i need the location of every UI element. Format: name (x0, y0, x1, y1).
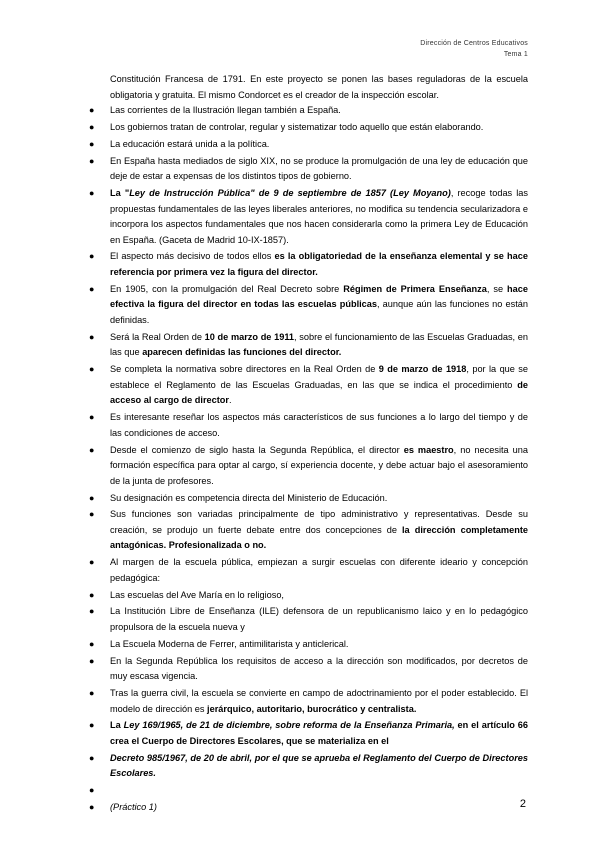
text-run: , no necesita una formación específica para optar al cargo, sí experiencia docente, y debe actuar bajo el asesoramiento de la junta de profesores. (110, 444, 528, 486)
text-run: La Escuela Moderna de Ferrer, antimilitarista y anticlerical. (110, 638, 349, 649)
text-run: La (110, 720, 124, 731)
list-item (89, 507, 528, 554)
text-run: La " (110, 187, 130, 198)
bullet-icon: ● (89, 801, 95, 812)
list-item (89, 362, 528, 409)
list-item-text (110, 720, 528, 746)
text-run: de acceso al cargo de director (110, 379, 528, 406)
list-item-text (110, 445, 528, 486)
bullet-icon: ● (89, 509, 95, 520)
list-item (89, 186, 528, 248)
list-item-text (110, 332, 528, 358)
bullet-icon: ● (89, 121, 95, 132)
bullet-icon: ● (89, 785, 95, 796)
text-run: la dirección completamente antagónicas. Profesionalizada o no. (110, 524, 528, 551)
list-item-text (110, 639, 348, 649)
list-item-text (110, 122, 483, 132)
text-run: Las escuelas del Ave María en lo religioso, (110, 589, 284, 600)
text-run: Ley de Instrucción Pública (129, 187, 251, 198)
bullet-icon: ● (89, 155, 95, 166)
bullet-icon: ● (89, 138, 95, 149)
list-item-text (110, 688, 528, 714)
text-run: " de 9 de septiembre de 1857 (Ley Moyano) (250, 187, 451, 198)
text-run: , aunque aún las funciones no están definidas. (110, 299, 528, 326)
list-item (89, 103, 528, 119)
list-item (89, 137, 528, 153)
list-item-text (110, 656, 528, 682)
page-number: 2 (519, 798, 526, 810)
text-run: , se (486, 283, 508, 294)
list-item (89, 120, 528, 136)
text-run: en el artículo 66 crea el Cuerpo de Directores Escolares, que se materializa en el (110, 720, 529, 746)
text-run: En 1905, con la promulgación del Real Decreto sobre (110, 283, 344, 294)
list-item-text (110, 105, 341, 115)
text-run: es maestro (403, 444, 454, 455)
list-item-text (110, 606, 528, 632)
text-run: hace efectiva la figura del director en todas las escuelas públicas (110, 283, 528, 310)
bullet-icon: ● (89, 492, 95, 503)
list-item (89, 249, 528, 280)
list-item-text (110, 251, 528, 277)
list-item-text (110, 590, 284, 600)
bullet-icon: ● (89, 557, 95, 568)
list-item-text (110, 753, 528, 779)
list-item (89, 686, 528, 717)
bullet-icon: ● (89, 606, 95, 617)
list-item-text (110, 557, 528, 583)
list-item (89, 555, 528, 586)
bullet-icon: ● (89, 283, 95, 294)
text-run: (Práctico 1) (110, 801, 157, 812)
text-run: Ley 169/1965, de 21 de diciembre, sobre reforma de la Enseñanza Primaria, (123, 720, 455, 731)
text-run: En la Segunda República los requisitos de acceso a la dirección son modificados, por decretos de muy escasa vigencia. (110, 655, 528, 682)
text-run: Régimen de Primera Enseñanza (343, 283, 487, 294)
list-item-text (110, 364, 528, 405)
bullet-icon: ● (89, 251, 95, 262)
list-item (89, 637, 528, 653)
bullet-icon: ● (89, 444, 95, 455)
list-item (89, 330, 528, 361)
text-run: es la obligatoriedad de la enseñanza elemental y se hace referencia por primera vez la figura del director. (110, 251, 528, 278)
list-item-text (110, 802, 157, 812)
list-item (89, 604, 528, 635)
text-run: aparecen definidas las funciones del director. (142, 347, 342, 358)
list-item (89, 282, 528, 329)
list-item (89, 751, 528, 782)
text-run: Tras la guerra civil, la escuela se convierte en campo de adoctrinamiento por el poder establecido. El modelo de dirección es (110, 687, 528, 714)
text-run: 10 de marzo de 1911 (204, 331, 295, 342)
list-item (89, 800, 528, 816)
text-run: Se completa la normativa sobre directores en la Real Orden de (110, 364, 379, 375)
list-item-text (110, 509, 528, 550)
bullet-icon: ● (89, 105, 95, 116)
bullet-icon: ● (89, 364, 95, 375)
bullet-icon: ● (89, 655, 95, 666)
list-item-text (110, 785, 113, 795)
list-item-text (110, 493, 387, 503)
text-run: . (228, 395, 232, 406)
list-item (89, 654, 528, 685)
text-run: 9 de marzo de 1918 (378, 364, 467, 375)
text-run: Es interesante reseñar los aspectos más característicos de sus funciones a lo largo del tiempo y de las condiciones de acceso. (110, 412, 528, 438)
list-item (89, 491, 528, 507)
bullet-icon: ● (89, 187, 95, 198)
text-run: jerárquico, autoritario, burocrático y centralista. (207, 703, 417, 714)
text-run: La educación estará unida a la política. (110, 138, 270, 149)
bullet-icon: ● (89, 589, 95, 600)
text-run: Los gobiernos tratan de controlar, regular y sistematizar todo aquello que están elaborando. (110, 121, 484, 132)
text-run: Será la Real Orden de (110, 331, 205, 342)
intro-paragraph (110, 72, 528, 103)
bullet-icon: ● (89, 638, 95, 649)
text-run: Desde el comienzo de siglo hasta la Segunda República, el director (110, 444, 404, 455)
text-run: Su designación es competencia directa del Ministerio de Educación. (110, 492, 388, 503)
text-run: Decreto 985/1967, de 20 de abril, por el que se aprueba el Reglamento del Cuerpo de Directores Escolares. (110, 752, 528, 779)
list-item (89, 718, 528, 749)
header-course-title: Dirección de Centros Educativos (420, 40, 528, 47)
header-topic: Tema 1 (503, 51, 528, 58)
list-item-text (110, 139, 269, 149)
text-run: Las corrientes de la Ilustración llegan también a España. (110, 105, 341, 116)
text-run: La Institución Libre de Enseñanza (ILE) defensora de un republicanismo laico y en lo pedagógico propulsora de la escuela nueva y (110, 606, 528, 632)
text-run: Sus funciones son variadas principalmente de tipo administrativo y representativas. Desde su creación, se produjo un fuerte debate entre dos concepciones de (110, 509, 528, 535)
text-run: Constitución Francesa de 1791. En este proyecto se ponen las bases reguladoras de la escuela obligatoria y gratuita. El mismo Condorcet es el creador de la inspección escolar. (110, 74, 528, 100)
text-run: , por la que se establece el Reglamento de las Escuelas Graduadas, en las que se indica el procedimiento (110, 364, 528, 390)
text-run: El aspecto más decisivo de todos ellos (110, 251, 275, 262)
bullet-icon: ● (89, 687, 95, 698)
bullet-icon: ● (89, 412, 95, 423)
bullet-list (89, 103, 528, 815)
list-item-text (110, 156, 528, 182)
list-item (89, 154, 528, 185)
list-item-text (110, 412, 528, 438)
text-run: , sobre el funcionamiento de las Escuelas Graduadas, en las que (110, 331, 528, 358)
list-item-text (110, 284, 528, 325)
bullet-icon: ● (89, 331, 95, 342)
bullet-icon: ● (89, 720, 95, 731)
list-item (89, 783, 528, 799)
text-run: Al margen de la escuela pública, empiezan a surgir escuelas con diferente ideario y concepción pedagógica: (110, 557, 528, 583)
text-run: , recoge todas las propuestas fundamentales de las leyes liberales anteriores, no modifica su tendencia secularizadora e incorpora los aspectos fundamentales que nos hacen considerarla como la primera Ley de Educación en España. (Gaceta de Madrid 10-IX-1857). (110, 187, 529, 245)
list-item (89, 410, 528, 441)
document-body (89, 72, 528, 817)
list-item (89, 588, 528, 604)
running-header (420, 38, 528, 60)
list-item-text (110, 188, 528, 245)
text-run: En España hasta mediados de siglo XIX, no se produce la promulgación de una ley de educación que deje de estar a expensas de los distintos tipos de gobierno. (110, 155, 528, 182)
list-item (89, 443, 528, 490)
bullet-icon: ● (89, 752, 95, 763)
